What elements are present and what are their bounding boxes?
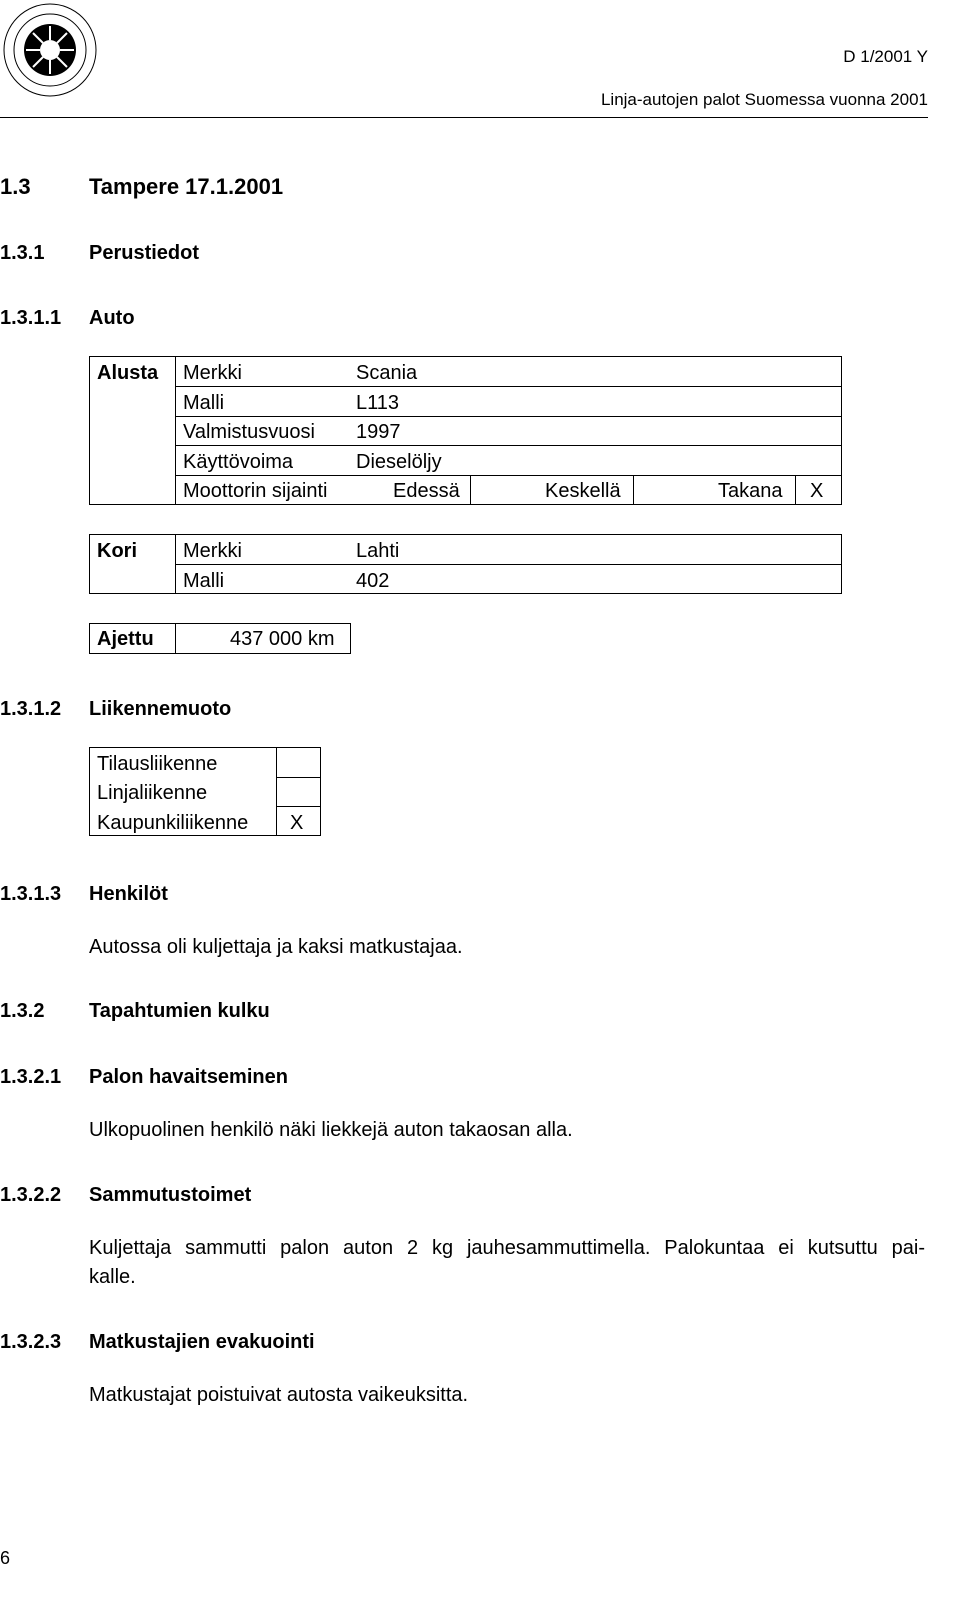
field-value: Scania: [356, 362, 418, 384]
subsection-title: Matkustajien evakuointi: [89, 1331, 315, 1353]
subsection-title: Sammutustoimet: [89, 1184, 252, 1206]
traffic-type-label: Linjaliikenne: [97, 782, 208, 804]
engine-option-rear: Takana: [718, 480, 783, 502]
subsection-number: 1.3.1.1: [0, 307, 62, 329]
paragraph-line: kalle.: [89, 1266, 136, 1288]
header-rule: [0, 117, 928, 118]
subsection-title: Auto: [89, 307, 135, 329]
subsection-title: Henkilöt: [89, 883, 168, 905]
page-number: 6: [0, 1548, 11, 1568]
logo: [0, 0, 100, 100]
chassis-label: Alusta: [97, 362, 159, 384]
subsection-title: Perustiedot: [89, 242, 200, 264]
field-key: Merkki: [183, 540, 242, 562]
subsection-number: 1.3.1: [0, 242, 45, 264]
document-id: D 1/2001 Y: [843, 47, 928, 66]
traffic-type-label: Tilausliikenne: [97, 753, 218, 775]
engine-option-front: Edessä: [393, 480, 460, 502]
chassis-table: [89, 356, 842, 505]
subsection-title: Liikennemuoto: [89, 698, 232, 720]
paragraph-line: Kuljettaja sammutti palon auton 2 kg jauhesammuttimella. Palokuntaa ei kutsuttu pai-: [89, 1237, 925, 1259]
subsection-number: 1.3.2.1: [0, 1066, 62, 1088]
traffic-type-mark: X: [290, 812, 304, 834]
mileage-value: 437 000 km: [230, 628, 335, 650]
subsection-number: 1.3.2.3: [0, 1331, 62, 1353]
field-key: Malli: [183, 570, 225, 592]
engine-option-middle: Keskellä: [545, 480, 621, 502]
document-title: Linja-autojen palot Suomessa vuonna 2001: [600, 90, 928, 109]
field-key: Valmistusvuosi: [183, 421, 315, 443]
subsection-title: Tapahtumien kulku: [89, 1000, 270, 1022]
field-key: Merkki: [183, 362, 242, 384]
paragraph: Matkustajat poistuivat autosta vaikeuksitta.: [89, 1384, 469, 1406]
mileage-table: [89, 623, 351, 654]
body-label: Kori: [97, 540, 137, 562]
field-value: L113: [356, 392, 400, 414]
field-key: Käyttövoima: [183, 451, 294, 473]
subsection-title: Palon havaitseminen: [89, 1066, 288, 1088]
section-title: Tampere 17.1.2001: [89, 174, 284, 199]
traffic-type-label: Kaupunkiliikenne: [97, 812, 249, 834]
subsection-number: 1.3.1.3: [0, 883, 62, 905]
paragraph: Ulkopuolinen henkilö näki liekkejä auton takaosan alla.: [89, 1119, 573, 1141]
field-value: Dieselöljy: [356, 451, 442, 473]
subsection-number: 1.3.1.2: [0, 698, 62, 720]
field-value: Lahti: [356, 540, 400, 562]
field-key: Malli: [183, 392, 225, 414]
field-key: Moottorin sijainti: [183, 480, 328, 502]
paragraph: Autossa oli kuljettaja ja kaksi matkustajaa.: [89, 936, 463, 958]
traffic-type-table: [89, 747, 321, 836]
subsection-number: 1.3.2.2: [0, 1184, 62, 1206]
subsection-number: 1.3.2: [0, 1000, 45, 1022]
field-value: 1997: [356, 421, 401, 443]
mileage-label: Ajettu: [97, 628, 154, 650]
body-table: [89, 534, 842, 594]
engine-rear-mark: X: [810, 480, 824, 502]
section-number: 1.3: [0, 174, 31, 199]
field-value: 402: [356, 570, 390, 592]
